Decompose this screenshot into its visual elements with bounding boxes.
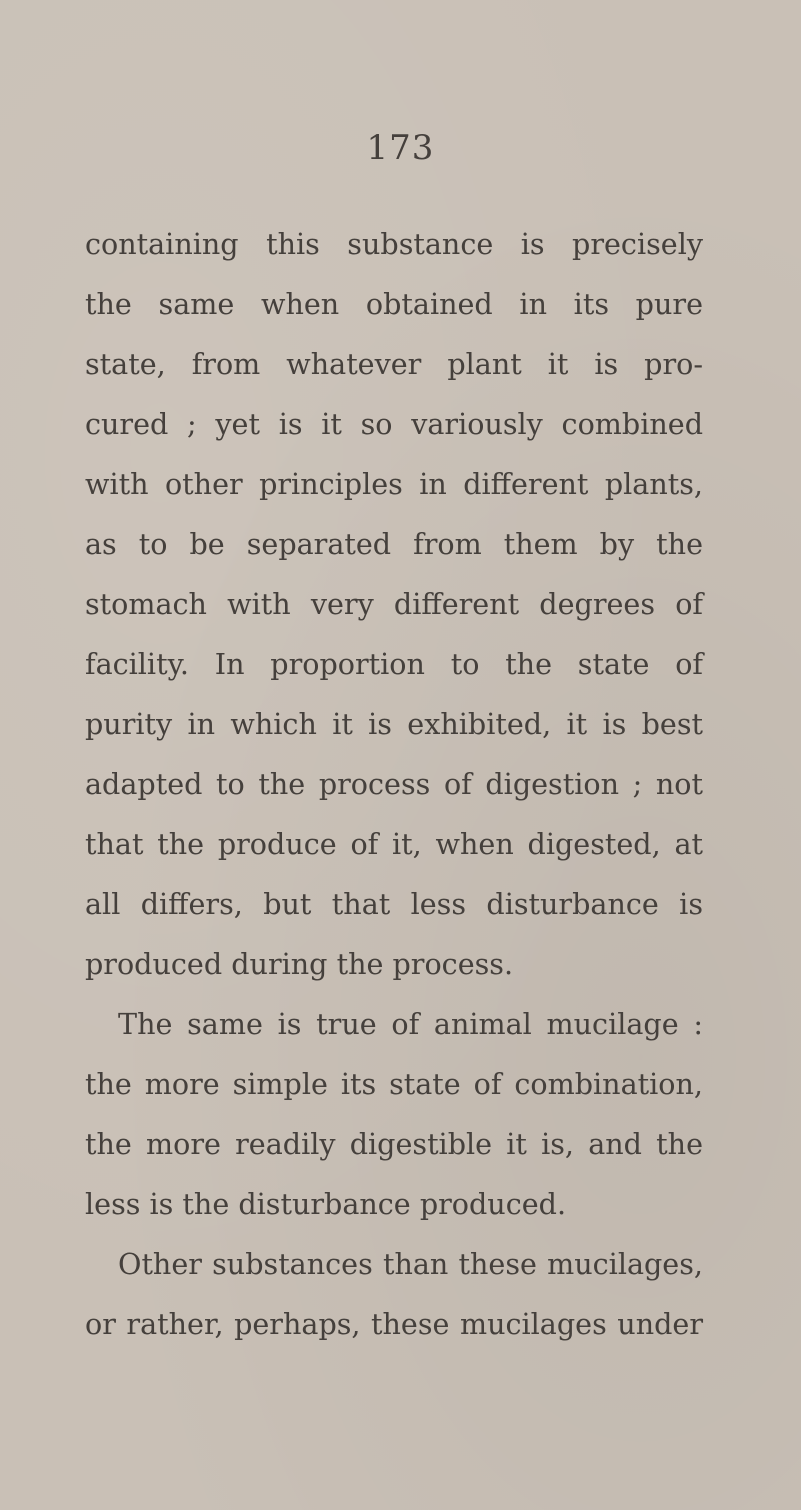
text-line: adapted to the process of digestion ; not <box>85 767 703 801</box>
text-line: Other substances than these mucilages, <box>118 1247 703 1281</box>
text-line: cured ; yet is it so variously combined <box>85 407 703 441</box>
text-line: or rather, perhaps, these mucilages under <box>85 1307 703 1341</box>
text-line: as to be separated from them by the <box>85 527 703 561</box>
text-line: the same when obtained in its pure <box>85 287 703 321</box>
text-line: produced during the process. <box>85 947 514 981</box>
text-line: all differs, but that less disturbance is <box>85 887 703 921</box>
text-line: less is the disturbance produced. <box>85 1187 567 1221</box>
page-number: 173 <box>366 128 435 168</box>
text-line: that the produce of it, when digested, at <box>85 827 703 861</box>
text-line: containing this substance is precisely <box>85 227 703 261</box>
text-line: the more readily digestible it is, and the <box>85 1127 703 1161</box>
text-line: purity in which it is exhibited, it is best <box>85 707 703 741</box>
text-line: with other principles in different plants, <box>85 467 703 501</box>
text-line: facility. In proportion to the state of <box>85 647 703 681</box>
text-line: stomach with very different degrees of <box>85 587 703 621</box>
body-text <box>85 214 703 1354</box>
text-line: The same is true of animal mucilage : <box>118 1007 703 1041</box>
text-line: the more simple its state of combination, <box>85 1067 703 1101</box>
text-line: state, from whatever plant it is pro- <box>85 347 703 381</box>
